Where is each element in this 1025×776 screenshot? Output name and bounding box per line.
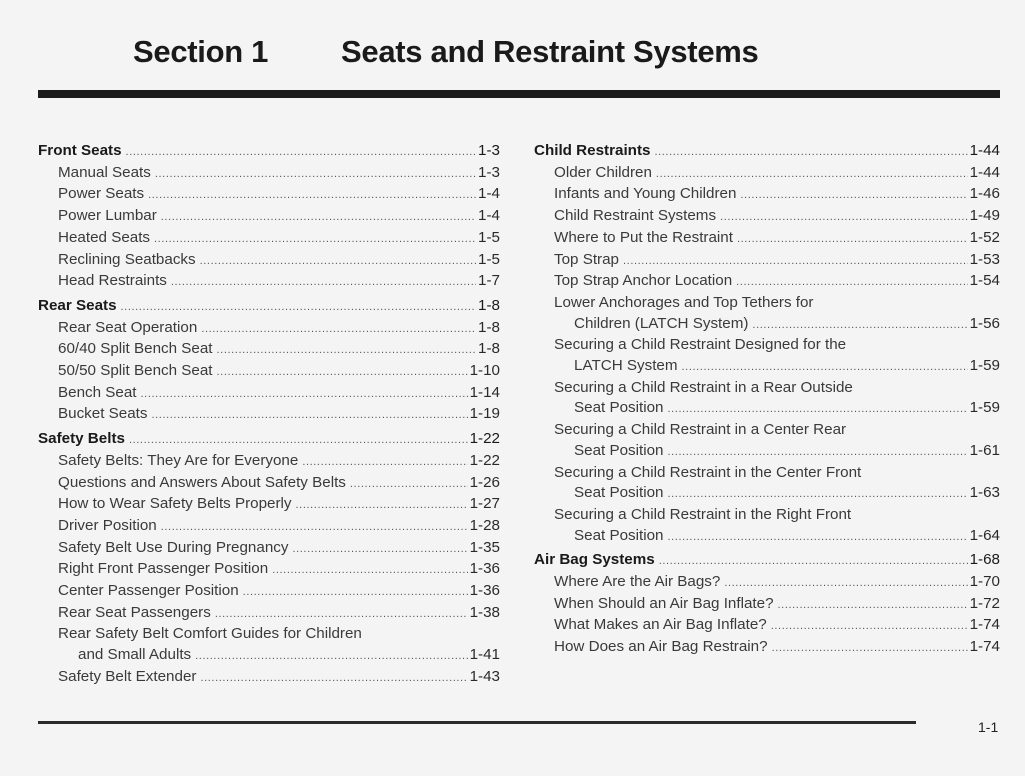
page-ref: 1-68 <box>969 551 1000 569</box>
dot-leader <box>668 399 968 420</box>
toc-item[interactable]: 50/50 Split Bench Seat ..... 1-10 <box>38 361 500 383</box>
toc-item[interactable]: Top Strap Anchor Location ..... 1-54 <box>534 271 1000 293</box>
toc-item[interactable]: Securing a Child Restraint Designed for the LATCH System ..... 1-59 <box>534 335 1000 377</box>
dot-leader <box>195 646 467 667</box>
toc-group-front-seats[interactable]: Front Seats ..... 1-3 <box>38 141 500 163</box>
dot-leader <box>217 340 477 361</box>
page-ref: 1-59 <box>969 399 1000 417</box>
dot-leader <box>623 251 968 272</box>
toc-item[interactable]: How to Wear Safety Belts Properly ..... 1-27 <box>38 494 500 516</box>
toc-item[interactable]: When Should an Air Bag Inflate? ..... 1-72 <box>534 594 1000 616</box>
page-ref: 1-22 <box>469 451 500 469</box>
dot-leader <box>771 616 968 637</box>
toc-item[interactable]: Center Passenger Position ..... 1-36 <box>38 581 500 603</box>
dot-leader <box>654 142 967 163</box>
dot-leader <box>296 495 468 516</box>
page-ref: 1-26 <box>469 473 500 491</box>
page-ref: 1-41 <box>469 646 500 664</box>
dot-leader <box>215 604 468 625</box>
toc-item[interactable]: Rear Seat Passengers ..... 1-38 <box>38 603 500 625</box>
page-ref: 1-22 <box>469 430 500 448</box>
footer-rule <box>38 721 916 724</box>
toc-item[interactable]: Where to Put the Restraint ..... 1-52 <box>534 228 1000 250</box>
toc-item[interactable]: Where Are the Air Bags? ..... 1-70 <box>534 572 1000 594</box>
toc-item[interactable]: Questions and Answers About Safety Belts ..... 1-26 <box>38 473 500 495</box>
toc-item[interactable]: Safety Belt Extender ..... 1-43 <box>38 667 500 689</box>
toc-item[interactable]: Securing a Child Restraint in a Center Rear Seat Position ..... 1-61 <box>534 420 1000 462</box>
toc-left-column <box>38 141 500 689</box>
dot-leader <box>772 638 968 659</box>
page-ref: 1-5 <box>478 250 500 268</box>
dot-leader <box>201 319 476 340</box>
page-ref: 1-3 <box>478 163 500 181</box>
page-ref: 1-44 <box>969 142 1000 159</box>
toc-item[interactable]: Rear Seat Operation ..... 1-8 <box>38 318 500 340</box>
toc-item[interactable]: Child Restraint Systems ..... 1-49 <box>534 206 1000 228</box>
dot-leader <box>682 357 968 378</box>
page-ref: 1-5 <box>478 228 500 246</box>
page-ref: 1-36 <box>469 582 500 600</box>
dot-leader <box>148 185 476 206</box>
dot-leader <box>292 539 467 560</box>
dot-leader <box>752 315 967 336</box>
toc-group-rear-seats[interactable]: Rear Seats ..... 1-8 <box>38 296 500 318</box>
toc-item[interactable]: Rear Safety Belt Comfort Guides for Children and Small Adults ..... 1-41 <box>38 624 500 666</box>
dot-leader <box>217 362 468 383</box>
toc-group-air-bag-systems[interactable]: Air Bag Systems ..... 1-68 <box>534 550 1000 572</box>
dot-leader <box>154 229 476 250</box>
page-ref: 1-10 <box>469 362 500 380</box>
dot-leader <box>243 582 468 603</box>
page-ref: 1-59 <box>969 357 1000 375</box>
dot-leader <box>272 560 467 581</box>
dot-leader <box>659 551 968 572</box>
page-ref: 1-72 <box>969 594 1000 612</box>
page-ref: 1-35 <box>469 538 500 556</box>
toc-right-column <box>534 141 1000 659</box>
toc-item[interactable]: Head Restraints ..... 1-7 <box>38 271 500 293</box>
toc-item[interactable]: Older Children ..... 1-44 <box>534 163 1000 185</box>
dot-leader <box>200 251 476 272</box>
page-ref: 1-8 <box>478 340 500 358</box>
toc-item[interactable]: Right Front Passenger Position ..... 1-36 <box>38 559 500 581</box>
toc-item[interactable]: Safety Belts: They Are for Everyone ..... 1-22 <box>38 451 500 473</box>
page-ref: 1-14 <box>469 383 500 401</box>
toc-item[interactable]: Power Lumbar ..... 1-4 <box>38 206 500 228</box>
dot-leader <box>161 207 476 228</box>
toc-item[interactable]: Infants and Young Children ..... 1-46 <box>534 184 1000 206</box>
page-ref: 1-64 <box>969 526 1000 544</box>
page-ref: 1-28 <box>469 516 500 534</box>
dot-leader <box>121 297 477 318</box>
dot-leader <box>724 573 967 594</box>
toc-item[interactable]: 60/40 Split Bench Seat ..... 1-8 <box>38 339 500 361</box>
page-ref: 1-4 <box>478 207 500 225</box>
dot-leader <box>171 272 476 293</box>
dot-leader <box>161 517 468 538</box>
toc-item[interactable]: Reclining Seatbacks ..... 1-5 <box>38 250 500 272</box>
toc-item[interactable]: Top Strap ..... 1-53 <box>534 250 1000 272</box>
page-ref: 1-8 <box>478 296 500 314</box>
dot-leader <box>141 384 468 405</box>
toc-item[interactable]: Securing a Child Restraint in a Rear Outside Seat Position ..... 1-59 <box>534 378 1000 420</box>
dot-leader <box>668 442 968 463</box>
dot-leader <box>736 272 967 293</box>
page-ref: 1-36 <box>469 560 500 578</box>
page-ref: 1-52 <box>969 228 1000 246</box>
toc-item[interactable]: What Makes an Air Bag Inflate? ..... 1-74 <box>534 615 1000 637</box>
section-title: Seats and Restraint Systems <box>341 34 759 69</box>
page-number: 1-1 <box>978 719 999 735</box>
dot-leader <box>778 595 968 616</box>
page-ref: 1-38 <box>469 603 500 621</box>
page-ref: 1-19 <box>469 405 500 423</box>
page-ref: 1-74 <box>969 616 1000 634</box>
section-label: Section 1 <box>133 34 269 69</box>
toc-item[interactable]: Manual Seats ..... 1-3 <box>38 163 500 185</box>
page-ref: 1-27 <box>469 495 500 513</box>
header-rule <box>38 90 1000 98</box>
page-ref: 1-49 <box>969 207 1000 225</box>
toc-item[interactable]: Bench Seat ..... 1-14 <box>38 383 500 405</box>
dot-leader <box>302 452 467 473</box>
toc-item[interactable]: Securing a Child Restraint in the Right Front Seat Position ..... 1-64 <box>534 505 1000 547</box>
toc-group-safety-belts[interactable]: Safety Belts ..... 1-22 <box>38 429 500 451</box>
toc-item[interactable]: Bucket Seats ..... 1-19 <box>38 404 500 426</box>
dot-leader <box>155 164 476 185</box>
dot-leader <box>129 430 468 451</box>
page-ref: 1-3 <box>478 142 500 159</box>
dot-leader <box>656 164 968 185</box>
toc-item[interactable]: Power Seats ..... 1-4 <box>38 184 500 206</box>
dot-leader <box>720 207 968 228</box>
toc-item[interactable]: Securing a Child Restraint in the Center Front Seat Position ..... 1-63 <box>534 463 1000 505</box>
dot-leader <box>350 474 468 495</box>
dot-leader <box>740 185 967 206</box>
page-ref: 1-53 <box>969 250 1000 268</box>
page-ref: 1-46 <box>969 185 1000 203</box>
page-ref: 1-8 <box>478 318 500 336</box>
page-ref: 1-61 <box>969 441 1000 459</box>
page-ref: 1-43 <box>469 667 500 685</box>
page-ref: 1-54 <box>969 272 1000 290</box>
page-ref: 1-63 <box>969 484 1000 502</box>
toc-item[interactable]: Safety Belt Use During Pregnancy ..... 1-35 <box>38 538 500 560</box>
dot-leader <box>126 142 477 163</box>
page-ref: 1-4 <box>478 185 500 203</box>
page-title <box>133 34 758 70</box>
page-ref: 1-56 <box>969 314 1000 332</box>
toc-item[interactable]: Heated Seats ..... 1-5 <box>38 228 500 250</box>
dot-leader <box>668 527 968 548</box>
page-ref: 1-70 <box>969 573 1000 591</box>
dot-leader <box>668 484 968 505</box>
toc-group-child-restraints[interactable]: Child Restraints ..... 1-44 <box>534 141 1000 163</box>
page-ref: 1-74 <box>969 638 1000 656</box>
page-ref: 1-7 <box>478 272 500 290</box>
toc-item[interactable]: Lower Anchorages and Top Tethers for Children (LATCH System) ..... 1-56 <box>534 293 1000 335</box>
dot-leader <box>152 405 468 426</box>
dot-leader <box>200 668 467 689</box>
page-ref: 1-44 <box>969 163 1000 181</box>
dot-leader <box>737 229 968 250</box>
toc-item[interactable]: How Does an Air Bag Restrain? ..... 1-74 <box>534 637 1000 659</box>
toc-item[interactable]: Driver Position ..... 1-28 <box>38 516 500 538</box>
